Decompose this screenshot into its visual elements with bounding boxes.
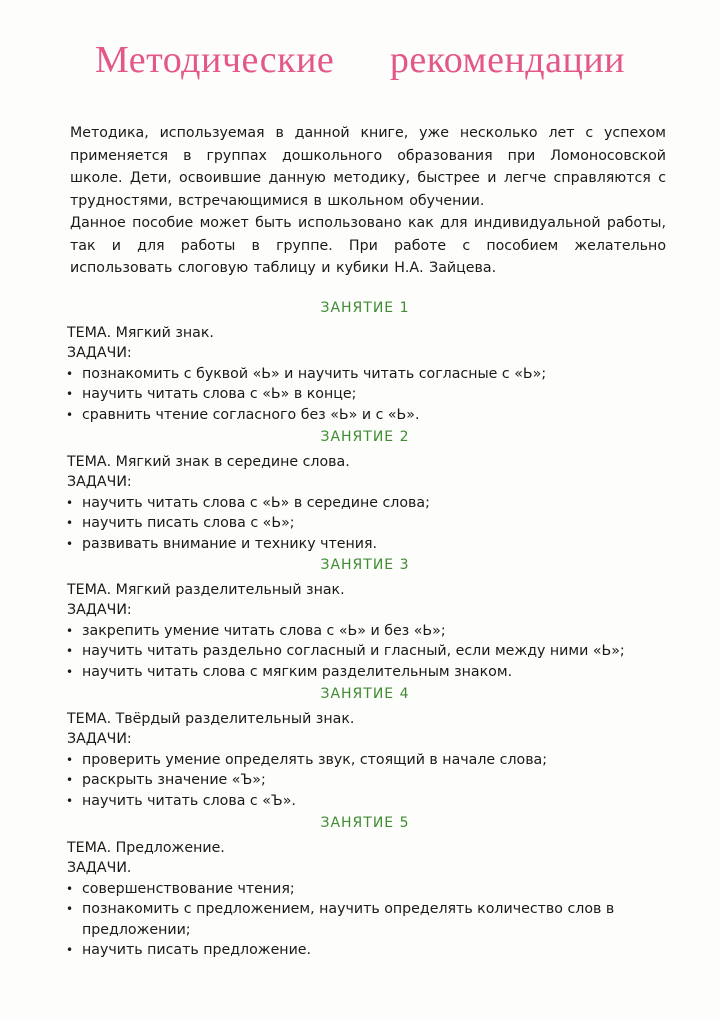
lesson-heading: ЗАНЯТИЕ 4 bbox=[320, 686, 410, 702]
task-item: • совершенствование чтения; bbox=[60, 879, 670, 900]
task-item: • познакомить с буквой «Ь» и научить читать согласные с «Ь»; bbox=[60, 364, 670, 385]
lesson-2 bbox=[60, 427, 670, 554]
task-item: • научить читать слова с «Ъ». bbox=[60, 791, 670, 812]
intro-text bbox=[70, 122, 666, 280]
page-title bbox=[95, 38, 625, 82]
task-item: • научить читать слова с «Ь» в конце; bbox=[60, 384, 670, 405]
task-item: • научить читать слова с мягким разделительным знаком. bbox=[60, 662, 670, 683]
task-item: • раскрыть значение «Ъ»; bbox=[60, 770, 670, 791]
task-item: • научить читать раздельно согласный и гласный, если между ними «Ь»; bbox=[60, 641, 670, 662]
title-word-2: рекомендации bbox=[389, 39, 625, 81]
task-item: • научить писать предложение. bbox=[60, 940, 670, 961]
lesson-topic: ТЕМА. Предложение. bbox=[67, 839, 225, 856]
task-list bbox=[60, 750, 670, 812]
lesson-topic: ТЕМА. Мягкий знак в середине слова. bbox=[67, 453, 350, 470]
task-list bbox=[60, 364, 670, 426]
lesson-heading: ЗАНЯТИЕ 3 bbox=[320, 557, 410, 573]
lesson-3 bbox=[60, 555, 670, 682]
lesson-5 bbox=[60, 813, 670, 961]
task-item: • научить читать слова с «Ь» в середине слова; bbox=[60, 493, 670, 514]
tasks-label: ЗАДАЧИ: bbox=[67, 602, 132, 618]
task-list bbox=[60, 621, 670, 683]
lesson-heading: ЗАНЯТИЕ 1 bbox=[320, 300, 410, 316]
task-item: • познакомить с предложением, научить определять количество слов в предложении; bbox=[60, 899, 670, 940]
task-item: • научить писать слова с «Ь»; bbox=[60, 513, 670, 534]
lesson-1 bbox=[60, 298, 670, 425]
lesson-heading: ЗАНЯТИЕ 5 bbox=[320, 815, 410, 831]
tasks-label: ЗАДАЧИ: bbox=[67, 345, 132, 361]
tasks-label: ЗАДАЧИ: bbox=[67, 731, 132, 747]
intro-paragraph: Данное пособие может быть использовано как для индивидуальной работы, так и для работы в группе. При работе с пособием желательно использовать слоговую таблицу и кубики Н.А. Зайцева. bbox=[70, 215, 666, 276]
tasks-label: ЗАДАЧИ. bbox=[67, 860, 132, 876]
title-word-1: Методические bbox=[95, 39, 335, 81]
lesson-topic: ТЕМА. Мягкий знак. bbox=[67, 324, 214, 341]
task-item: • проверить умение определять звук, стоящий в начале слова; bbox=[60, 750, 670, 771]
lesson-heading: ЗАНЯТИЕ 2 bbox=[320, 429, 410, 445]
lesson-topic: ТЕМА. Твёрдый разделительный знак. bbox=[67, 710, 355, 727]
tasks-label: ЗАДАЧИ: bbox=[67, 474, 132, 490]
task-list bbox=[60, 493, 670, 555]
task-item: • сравнить чтение согласного без «Ь» и с «Ь». bbox=[60, 405, 670, 426]
task-list bbox=[60, 879, 670, 961]
intro-paragraph: Методика, используемая в данной книге, уже несколько лет с успехом применяется в группах дошкольного образования при Ломоносовской школе. Дети, освоившие данную методику, быстрее и легче справляются с трудностями, встречающимися в школьном обучении. bbox=[70, 125, 666, 209]
lesson-4 bbox=[60, 684, 670, 811]
task-item: • развивать внимание и технику чтения. bbox=[60, 534, 670, 555]
task-item: • закрепить умение читать слова с «Ь» и без «Ь»; bbox=[60, 621, 670, 642]
lesson-topic: ТЕМА. Мягкий разделительный знак. bbox=[67, 581, 345, 598]
